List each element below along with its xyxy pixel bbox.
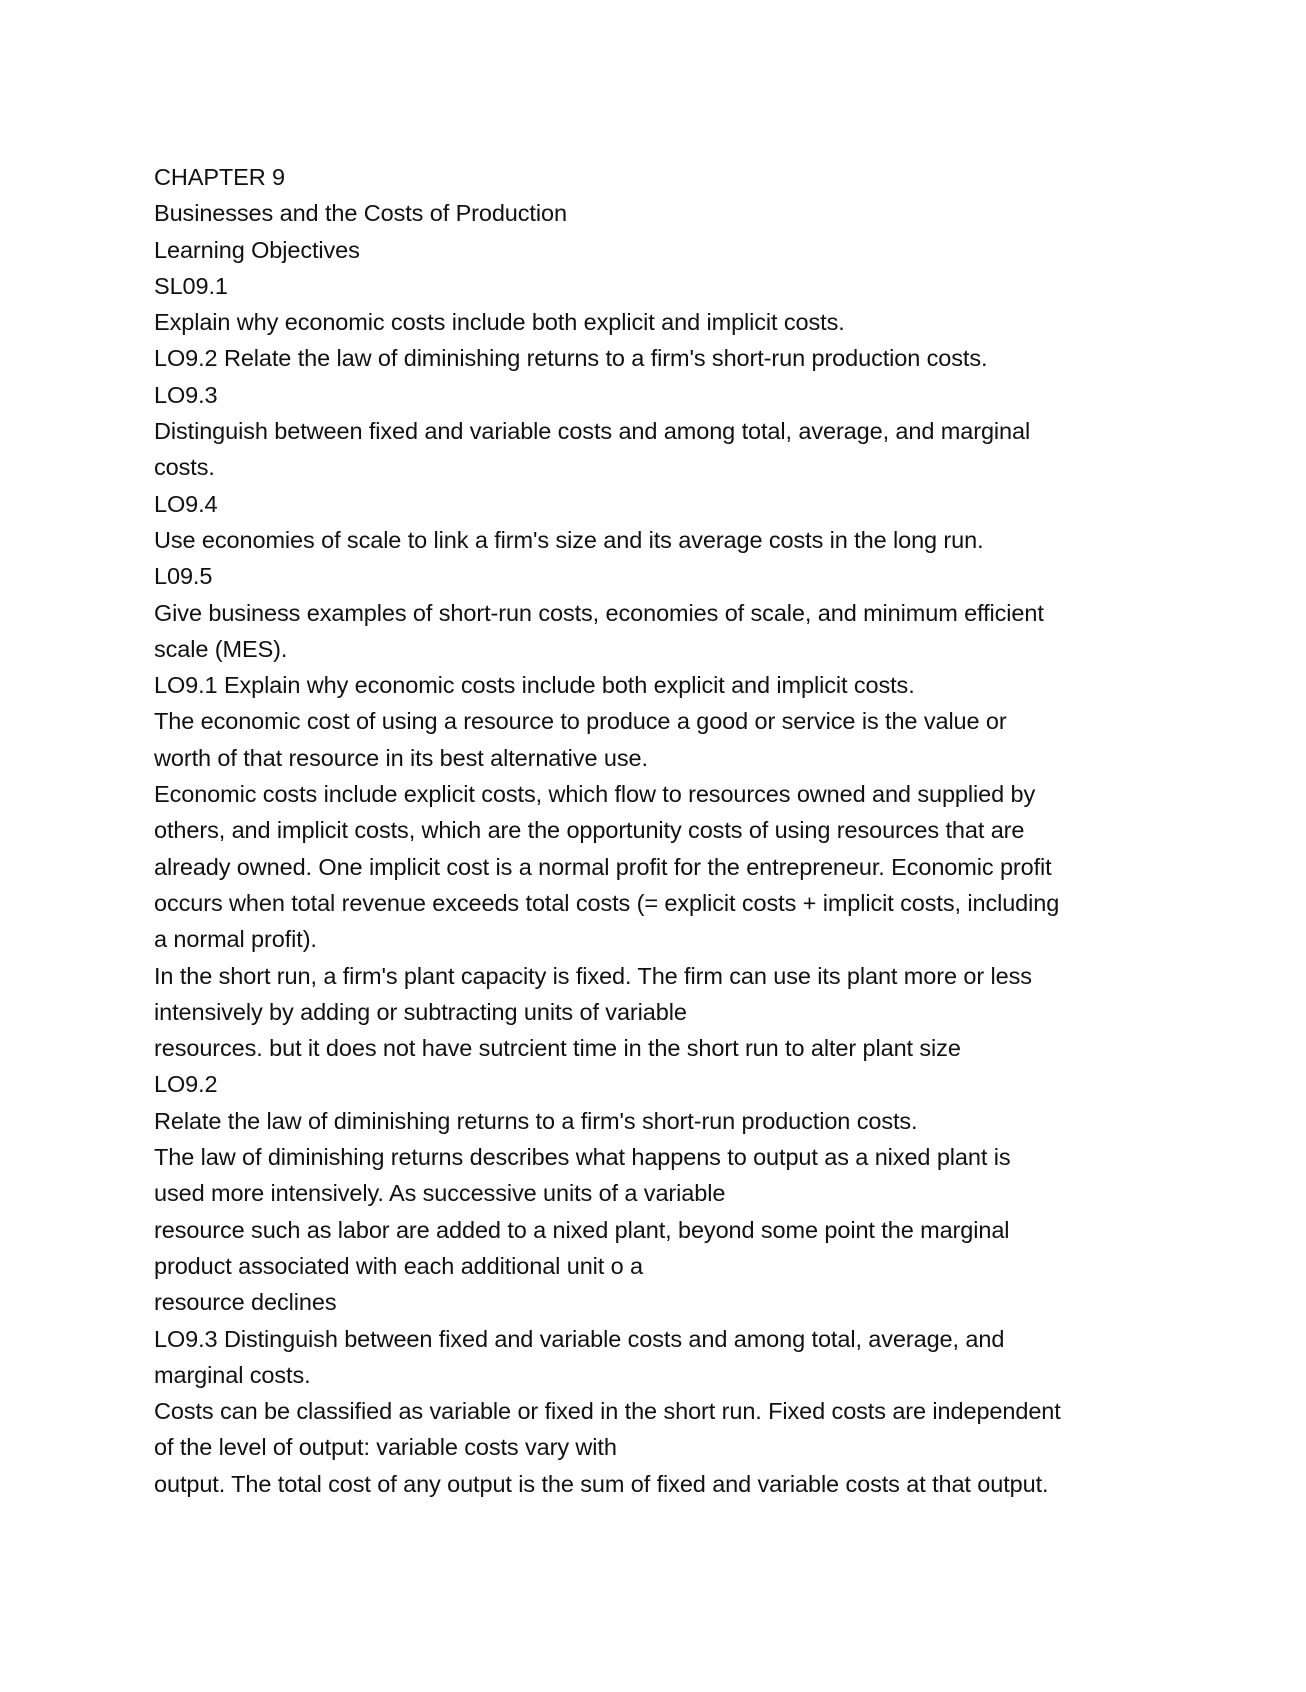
text-line: L09.5 bbox=[154, 563, 213, 590]
text-line: SL09.1 bbox=[154, 272, 228, 299]
text-line: Distinguish between fixed and variable costs and among total, average, and marginal bbox=[154, 418, 1031, 445]
chapter-heading: CHAPTER 9 bbox=[154, 164, 285, 190]
text-line: LO9.3 bbox=[154, 381, 218, 408]
text-line: LO9.1 Explain why economic costs include both explicit and implicit costs. bbox=[154, 672, 915, 699]
text-line: a normal profit). bbox=[154, 926, 317, 953]
text-line: already owned. One implicit cost is a normal profit for the entrepreneur. Economic profit bbox=[154, 853, 1052, 880]
text-line: resources. but it does not have sutrcient time in the short run to alter plant size bbox=[154, 1035, 961, 1062]
text-line: Give business examples of short-run costs, economies of scale, and minimum efficient bbox=[154, 599, 1044, 626]
text-line: marginal costs. bbox=[154, 1361, 311, 1388]
text-line: Costs can be classified as variable or fixed in the short run. Fixed costs are independent bbox=[154, 1398, 1061, 1425]
text-line: product associated with each additional unit o a bbox=[154, 1252, 644, 1279]
text-line: Economic costs include explicit costs, which flow to resources owned and supplied by bbox=[154, 781, 1036, 808]
text-line: used more intensively. As successive units of a variable bbox=[154, 1180, 726, 1207]
text-line: output. The total cost of any output is the sum of fixed and variable costs at that output. bbox=[154, 1470, 1049, 1497]
text-line: intensively by adding or subtracting units of variable bbox=[154, 998, 687, 1025]
text-line: LO9.2 bbox=[154, 1071, 218, 1098]
text-line: resource such as labor are added to a nixed plant, beyond some point the marginal bbox=[154, 1216, 1010, 1243]
text-line: Relate the law of diminishing returns to a firm's short-run production costs. bbox=[154, 1107, 918, 1134]
text-line: resource declines bbox=[154, 1289, 337, 1316]
document-text bbox=[154, 159, 1164, 1502]
text-line: The law of diminishing returns describes what happens to output as a nixed plant is bbox=[154, 1144, 1011, 1171]
section-heading: Learning Objectives bbox=[154, 236, 360, 263]
text-line: costs. bbox=[154, 454, 215, 481]
text-line: of the level of output: variable costs vary with bbox=[154, 1434, 617, 1461]
text-line: The economic cost of using a resource to produce a good or service is the value or bbox=[154, 708, 1007, 735]
chapter-title: Businesses and the Costs of Production bbox=[154, 200, 567, 227]
text-line: others, and implicit costs, which are the opportunity costs of using resources that are bbox=[154, 817, 1025, 844]
text-line: LO9.4 bbox=[154, 490, 218, 517]
text-line: Use economies of scale to link a firm's size and its average costs in the long run. bbox=[154, 526, 984, 553]
text-line: In the short run, a firm's plant capacity is fixed. The firm can use its plant more or less bbox=[154, 962, 1032, 989]
text-line: LO9.2 Relate the law of diminishing returns to a firm's short-run production costs. bbox=[154, 345, 988, 372]
text-line: worth of that resource in its best alternative use. bbox=[154, 744, 648, 771]
text-line: occurs when total revenue exceeds total costs (= explicit costs + implicit costs, including bbox=[154, 889, 1060, 916]
text-line: LO9.3 Distinguish between fixed and variable costs and among total, average, and bbox=[154, 1325, 1005, 1352]
text-line: scale (MES). bbox=[154, 635, 288, 662]
text-line: Explain why economic costs include both explicit and implicit costs. bbox=[154, 309, 845, 336]
